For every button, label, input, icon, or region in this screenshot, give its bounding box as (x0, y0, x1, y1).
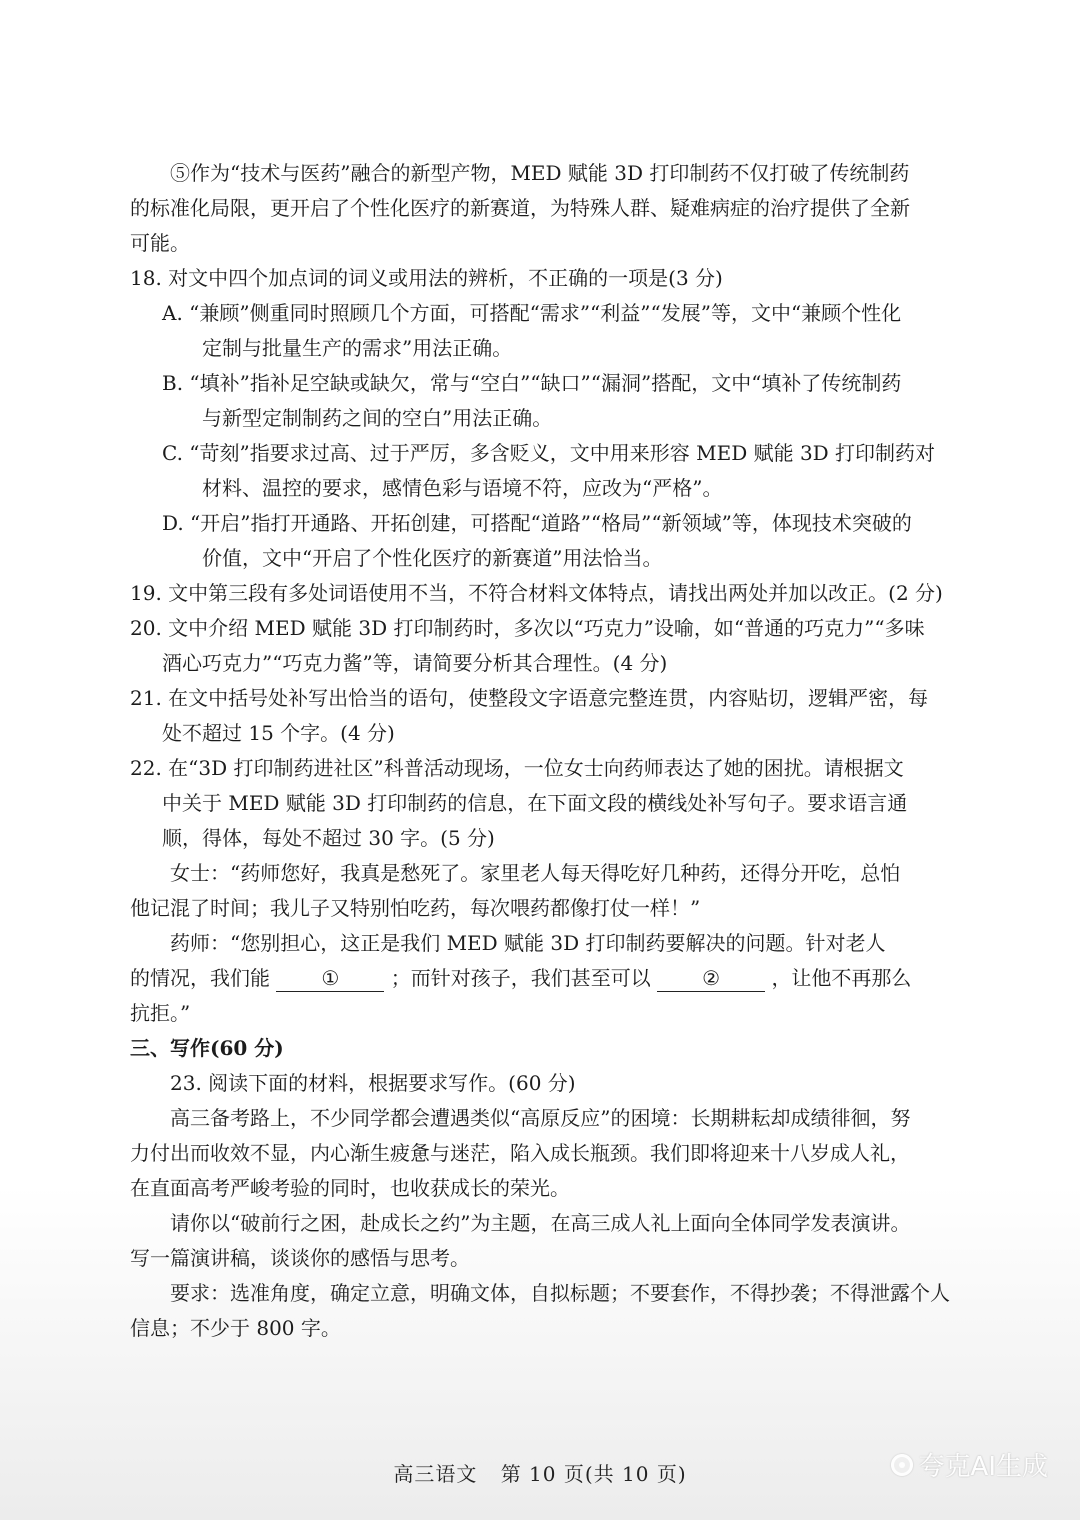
question-22-line2: 中关于 MED 赋能 3D 打印制药的信息，在下面文段的横线处补写句子。要求语言通 (162, 791, 908, 815)
dialogue-pharmacist-line2 (130, 961, 950, 996)
dialogue-woman-line2: 他记混了时间；我儿子又特别怕吃药，每次喂药都像打仗一样！” (130, 896, 701, 920)
option-c-line2: 材料、温控的要求，感情色彩与语境不符，应改为“严格”。 (202, 476, 723, 500)
question-18-option-d (130, 506, 950, 576)
para5-line2: 的标准化局限，更开启了个性化医疗的新赛道，为特殊人群、疑难病症的治疗提供了全新 (130, 196, 910, 220)
task-line2: 写一篇演讲稿，谈谈你的感悟与思考。 (130, 1246, 470, 1270)
dialogue-pharmacist-line3: 抗拒。” (130, 1001, 191, 1025)
question-19: 19. 文中第三段有多处词语使用不当，不符合材料文体特点，请找出两处并加以改正。(2 分) (130, 581, 943, 605)
question-22-line3: 顺，得体，每处不超过 30 字。(5 分) (162, 826, 495, 850)
quark-logo-icon (891, 1454, 913, 1476)
question-21-line1: 21. 在文中括号处补写出恰当的语句，使整段文字语意完整连贯，内容贴切，逻辑严密，每 (130, 686, 929, 710)
material-line2: 力付出而收效不显，内心渐生疲惫与迷茫，陷入成长瓶颈。我们即将迎来十八岁成人礼， (130, 1141, 910, 1165)
pharmacist-text-c: ，让他不再那么 (771, 966, 912, 990)
para5-line3: 可能。 (130, 231, 190, 255)
question-18-option-a (130, 296, 950, 366)
option-b-line1: B. “填补”指补足空缺或缺欠，常与“空白”“缺口”“漏洞”搭配，文中“填补了传统制药 (162, 371, 902, 395)
pharmacist-text-a: 的情况，我们能 (130, 966, 270, 990)
option-b-line2: 与新型定制制药之间的空白”用法正确。 (202, 406, 553, 430)
requirement-line2: 信息；不少于 800 字。 (130, 1316, 341, 1340)
option-c-line1: C. “苛刻”指要求过高、过于严厉，多含贬义，文中用来形容 MED 赋能 3D 打印制药对 (162, 441, 936, 465)
question-23-stem: 23. 阅读下面的材料，根据要求写作。(60 分) (170, 1071, 576, 1095)
watermark-text: 夸克AI生成 (918, 1452, 1048, 1482)
question-22-line1: 22. 在“3D 打印制药进社区”科普活动现场，一位女士向药师表达了她的困扰。请根据文 (130, 756, 904, 780)
question-18-stem: 18. 对文中四个加点词的词义或用法的辨析，不正确的一项是(3 分) (130, 266, 723, 290)
option-d-line1: D. “开启”指打开通路、开拓创建，可搭配“道路”“格局”“新领域”等，体现技术突破的 (162, 511, 912, 535)
requirement-line1: 要求：选准角度，确定立意，明确文体，自拟标题；不要套作，不得抄袭；不得泄露个人 (170, 1281, 950, 1305)
pharmacist-text-b: ；而针对孩子，我们甚至可以 (390, 966, 651, 990)
material-line3: 在直面高考严峻考验的同时，也收获成长的荣光。 (130, 1176, 570, 1200)
question-21-line2: 处不超过 15 个字。(4 分) (162, 721, 395, 745)
task-line1: 请你以“破前行之困，赴成长之约”为主题，在高三成人礼上面向全体同学发表演讲。 (170, 1211, 911, 1235)
section-writing-heading: 三、写作(60 分) (130, 1036, 284, 1060)
option-a-line1: A. “兼顾”侧重同时照顾几个方面，可搭配“需求”“利益”“发展”等，文中“兼顾个性化 (162, 301, 902, 325)
question-20-line1: 20. 文中介绍 MED 赋能 3D 打印制药时，多次以“巧克力”设喻，如“普通的巧克力”“多味 (130, 616, 925, 640)
exam-content (130, 156, 950, 1346)
answer-blank-2[interactable]: ② (657, 965, 765, 992)
question-20-line2: 酒心巧克力”“巧克力酱”等，请简要分析其合理性。(4 分) (162, 651, 668, 675)
footer-page-number: 第 10 页(共 10 页) (500, 1462, 687, 1486)
option-a-line2: 定制与批量生产的需求”用法正确。 (202, 336, 513, 360)
option-d-line2: 价值，文中“开启了个性化医疗的新赛道”用法恰当。 (202, 546, 663, 570)
question-18-option-b (130, 366, 950, 436)
dialogue-woman-line1: 女士：“药师您好，我真是愁死了。家里老人每天得吃好几种药，还得分开吃，总怕 (170, 861, 901, 885)
footer-subject: 高三语文 (393, 1462, 478, 1486)
question-18-option-c (130, 436, 950, 506)
ai-watermark (891, 1446, 1048, 1483)
dialogue-pharmacist-line1: 药师：“您别担心，这正是我们 MED 赋能 3D 打印制药要解决的问题。针对老人 (170, 931, 886, 955)
answer-blank-1[interactable]: ① (276, 965, 384, 992)
material-line1: 高三备考路上，不少同学都会遭遇类似“高原反应”的困境：长期耕耘却成绩徘徊，努 (170, 1106, 911, 1130)
para5-line1: ⑤作为“技术与医药”融合的新型产物，MED 赋能 3D 打印制药不仅打破了传统制药 (170, 161, 910, 185)
